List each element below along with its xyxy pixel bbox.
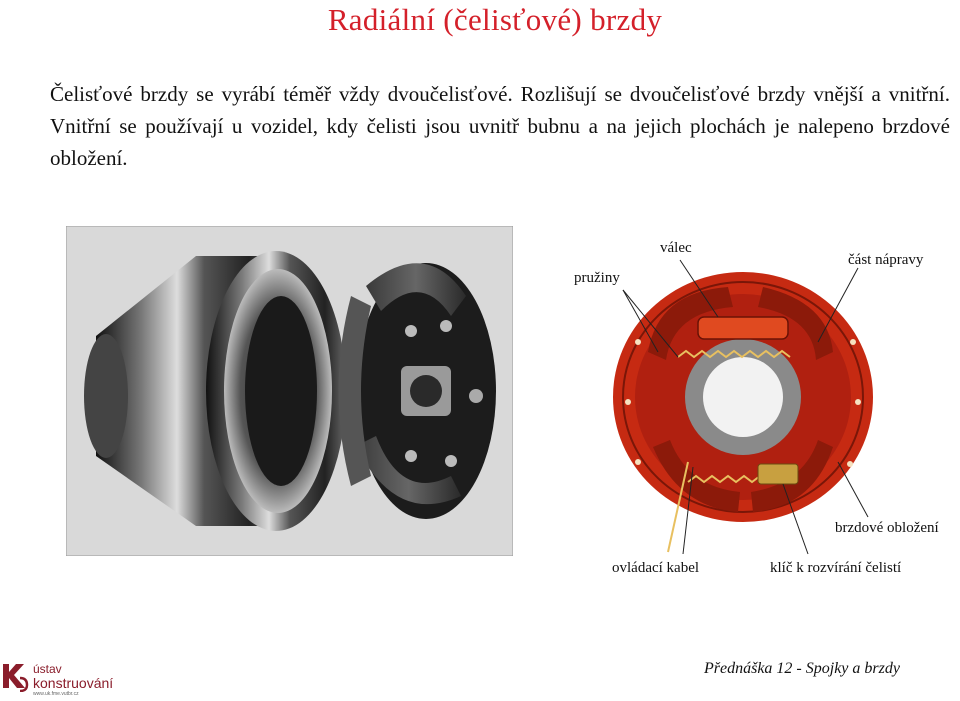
footer-lecture: Přednáška 12 - Spojky a brzdy [704, 660, 900, 677]
logo-url: www.uk.fme.vutbr.cz [33, 691, 79, 697]
slide-title: Radiální (čelisťové) brzdy [327, 2, 663, 37]
brake-drum-photo [66, 226, 513, 556]
label-cylinder: válec [660, 240, 692, 256]
label-springs: pružiny [574, 270, 620, 286]
logo-mark-icon [0, 660, 30, 692]
label-key: klíč k rozvírání čelistí [770, 560, 902, 576]
slide-paragraph: Čelisťové brzdy se vyrábí téměř vždy dvoučelisťové. Rozlišují se dvoučelisťové brzdy vnější a vnitřní. Vnitřní se používají u vozidel, kdy čelisti jsou uvnitř bubnu a na jejich plochách je nalepeno brzdové obložení. [50, 82, 950, 170]
label-cable: ovládací kabel [612, 560, 700, 576]
institute-logo [0, 660, 130, 700]
label-axle-part: část nápravy [848, 252, 924, 268]
logo-text-line2: konstruování [33, 675, 114, 691]
logo-text-line1: ústav [33, 662, 62, 676]
label-lining: brzdové obložení [835, 520, 939, 536]
